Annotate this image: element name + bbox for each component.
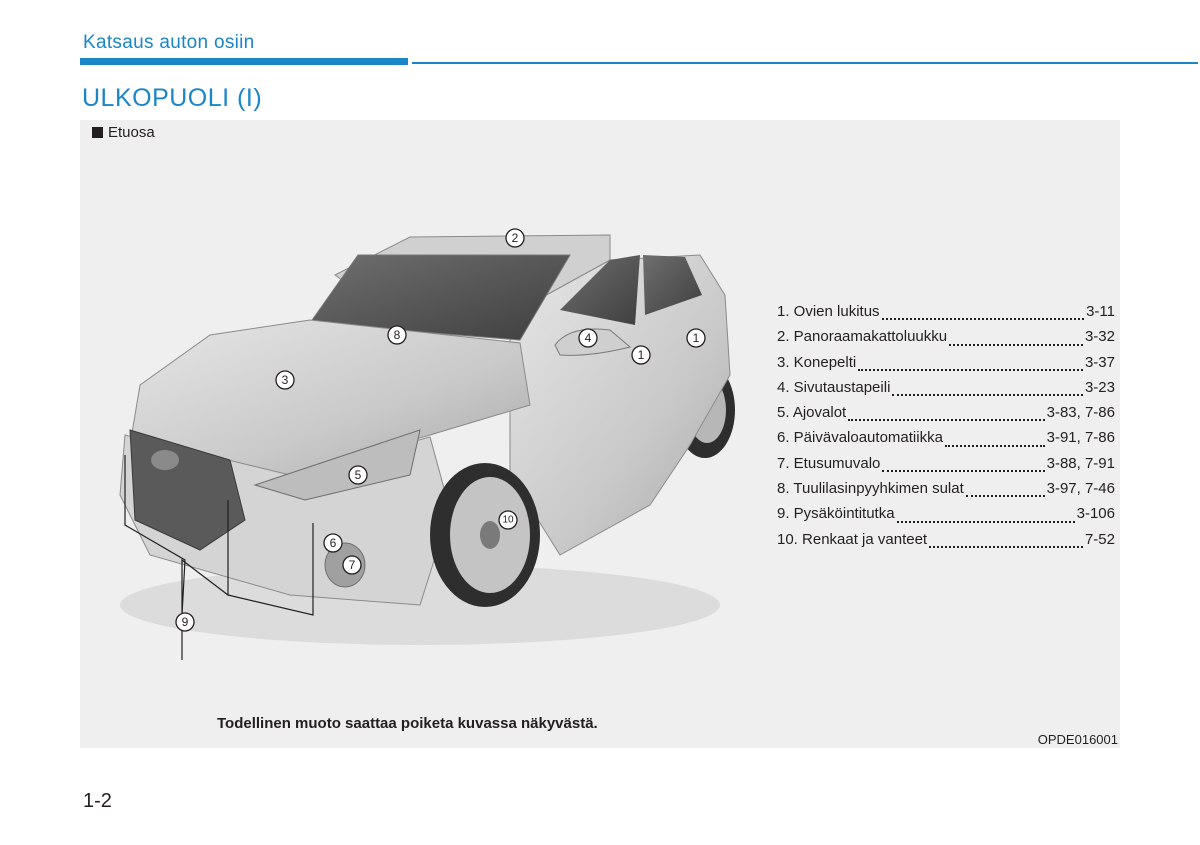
parts-list (777, 303, 1115, 556)
callout-5 (349, 466, 367, 484)
figure-panel (80, 120, 1120, 748)
callout-2 (506, 229, 524, 247)
svg-text:2: 2 (511, 231, 519, 245)
list-item: 6. Päivävaloautomatiikka 3-91, 7-86 (777, 429, 1115, 447)
callout-1a (632, 346, 650, 364)
figure-subtitle (92, 124, 155, 141)
figure-note: Todellinen muoto saattaa poiketa kuvassa näkyvästä. (217, 715, 598, 732)
svg-text:4: 4 (584, 331, 592, 345)
car-logo (151, 450, 179, 470)
page-number: 1-2 (83, 790, 112, 812)
svg-text:1: 1 (692, 331, 700, 345)
callout-3 (276, 371, 294, 389)
callout-4 (579, 329, 597, 347)
figure-subtitle-text: Etuosa (108, 124, 155, 141)
car-illustration (90, 175, 740, 695)
callout-1b (687, 329, 705, 347)
page-heading: ULKOPUOLI (I) (82, 84, 263, 112)
svg-text:6: 6 (329, 536, 337, 550)
svg-text:5: 5 (354, 468, 362, 482)
list-item: 2. Panoraamakattoluukku 3-32 (777, 328, 1115, 346)
image-code: OPDE016001 (1037, 732, 1118, 747)
callout-7 (343, 556, 361, 574)
header-rule-thin (412, 62, 1198, 64)
list-item: 3. Konepelti 3-37 (777, 353, 1115, 371)
list-item: 4. Sivutaustapeili 3-23 (777, 378, 1115, 396)
svg-text:3: 3 (281, 373, 289, 387)
list-item: 10. Renkaat ja vanteet 7-52 (777, 530, 1115, 548)
front-wheel (430, 463, 540, 607)
svg-text:7: 7 (348, 558, 356, 572)
callout-6 (324, 534, 342, 552)
list-item: 5. Ajovalot 3-83, 7-86 (777, 404, 1115, 422)
section-title: Katsaus auton osiin (83, 32, 255, 53)
list-item: 1. Ovien lukitus 3-11 (777, 303, 1115, 320)
callout-8 (388, 326, 406, 344)
square-bullet-icon (92, 127, 103, 138)
list-item: 9. Pysäköintitutka 3-106 (777, 505, 1115, 523)
header-rule-thick (80, 58, 408, 65)
list-item: 7. Etusumuvalo 3-88, 7-91 (777, 454, 1115, 472)
callout-9 (176, 613, 194, 631)
svg-text:10: 10 (502, 514, 514, 526)
list-item: 8. Tuulilasinpyyhkimen sulat 3-97, 7-46 (777, 480, 1115, 498)
callout-10 (499, 511, 517, 529)
svg-text:8: 8 (393, 328, 401, 342)
svg-text:9: 9 (181, 615, 189, 629)
svg-text:1: 1 (637, 348, 645, 362)
